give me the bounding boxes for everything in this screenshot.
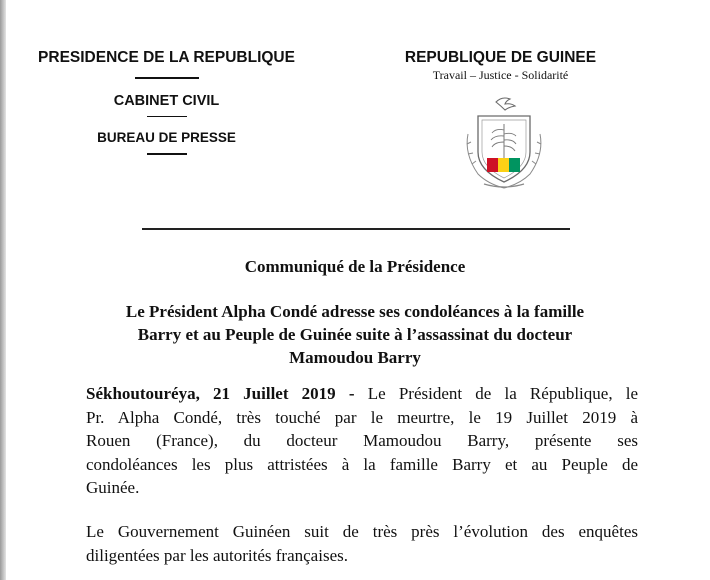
divider: [147, 116, 187, 118]
republic-title: REPUBLIQUE DE GUINEE: [404, 49, 597, 66]
paragraph-line: Guinée.: [86, 478, 140, 497]
paragraph-line: Rouen (France), du docteur Mamoudou Barry, présente ses: [86, 431, 638, 450]
paragraph-text: Le Président de la République, le: [367, 384, 639, 403]
flag-green: [509, 158, 520, 172]
headline-line: Mamoudou Barry: [289, 348, 421, 367]
paragraph-line: condoléances les plus attristées à la famille Barry et au Peuple de: [86, 454, 638, 474]
flag-yellow: [498, 158, 509, 172]
letterhead-right: [388, 48, 613, 82]
communique-title: Communiqué de la Présidence: [244, 257, 466, 276]
page-edge-shadow: [0, 0, 6, 580]
dateline: Sékhoutouréya, 21 Juillet 2019 -: [86, 384, 355, 403]
body-paragraph-2: [86, 520, 638, 567]
paragraph-line: Pr. Alpha Condé, très touché par le meurtre, le 19 Juillet 2019 à: [86, 407, 638, 427]
divider: [135, 77, 199, 79]
headline-line: Le Président Alpha Condé adresse ses condoléances à la famille: [125, 302, 585, 321]
headline: [90, 300, 620, 369]
flag-red: [487, 158, 498, 172]
divider: [147, 153, 187, 155]
press-bureau-title: BUREAU DE PRESSE: [97, 130, 236, 145]
paragraph-line: Le Gouvernement Guinéen suit de très près l’évolution des enquêtes: [86, 522, 638, 541]
letterhead-left: [20, 48, 313, 155]
paragraph-line: diligentées par les autorités françaises.: [86, 545, 348, 565]
cabinet-title: CABINET CIVIL: [113, 92, 220, 109]
headline-line: Barry et au Peuple de Guinée suite à l’assassinat du docteur: [137, 325, 573, 344]
body-paragraph-1: [86, 382, 638, 500]
national-motto: Travail – Justice - Solidarité: [432, 68, 569, 82]
header-separator: [142, 228, 570, 230]
coat-of-arms-icon: [454, 90, 554, 192]
paragraph-line: [86, 382, 638, 406]
presidency-title: PRESIDENCE DE LA REPUBLIQUE: [38, 49, 295, 66]
